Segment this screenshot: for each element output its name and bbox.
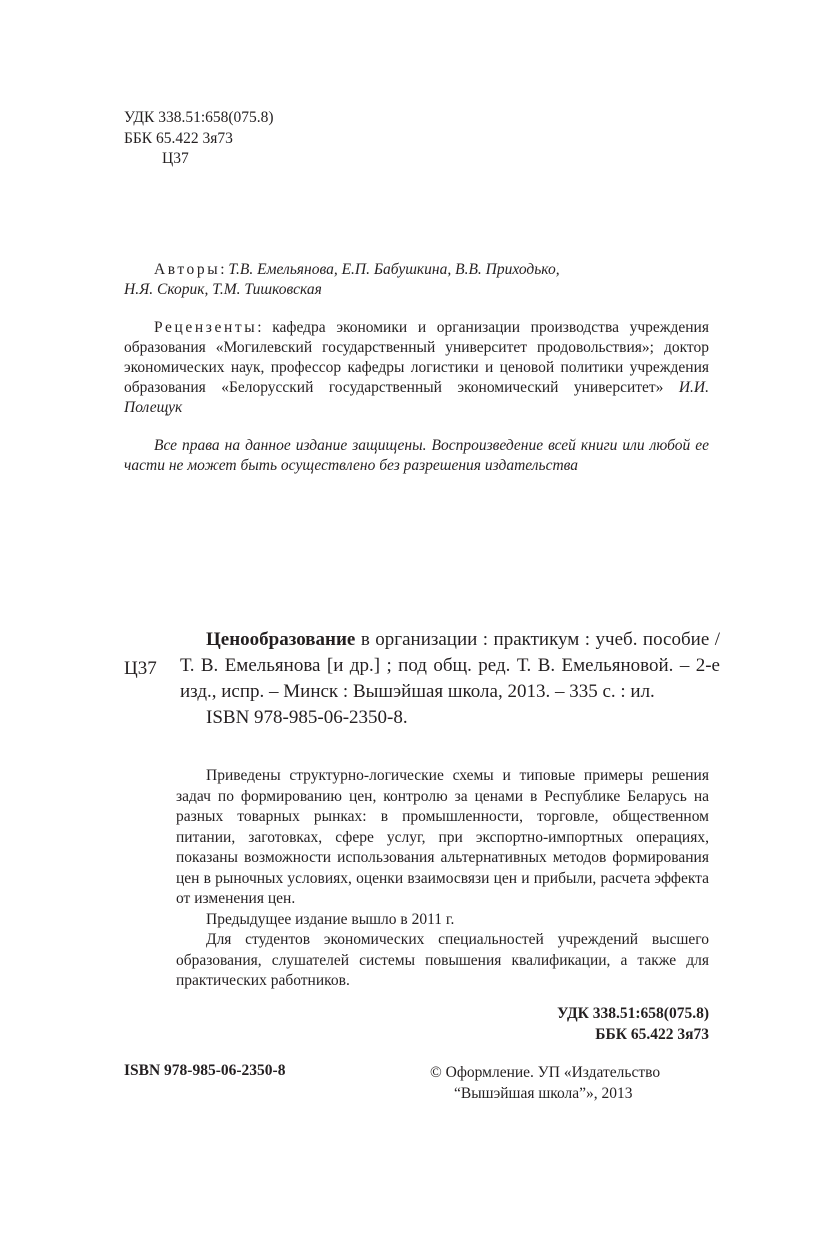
- bottom-udk: УДК 338.51:658(075.8): [557, 1005, 709, 1022]
- bottom-classification: [557, 1004, 709, 1045]
- top-bbk: ББК 65.422 3я73: [124, 129, 233, 147]
- footer-isbn: ISBN 978-985-06-2350-8: [124, 1062, 286, 1079]
- book-description: в организации : практикум : учеб. пособие / Т. В. Емельянова [и др.] ; под общ. ред. Т. В. Емельяновой. – 2-е изд., испр. – Минск : Вышэйшая школа, 2013. – 335 с. : ил.: [180, 629, 721, 702]
- top-author-mark: Ц37: [162, 150, 189, 167]
- copyright-notice: Все права на данное издание защищены. Воспроизведение всей книги или любой ее части не может быть осуществлено без разрешения издательства: [124, 437, 709, 474]
- reviewers-label: Рецензенты: [154, 319, 258, 336]
- annotation-paragraph-3: Для студентов экономических специальностей учреждений высшего образования, слушателей системы повышения квалификации, а также для практических работников.: [176, 931, 709, 989]
- authors-names-line2: Н.Я. Скорик, Т.М. Тишковская: [124, 281, 322, 298]
- publisher-copyright: [430, 1062, 660, 1104]
- book-title: Ценообразование: [206, 629, 356, 650]
- reviewers-block: Рецензенты: кафедра экономики и организации производства учреждения образования «Могилевский государственный университет продовольствия»; доктор экономических наук, профессор кафедры логистики и ценовой политики учреждения образования «Белорусский государственный экономический университет» И.И. Полещук: [124, 319, 709, 416]
- reviewers-text: кафедра экономики и организации производства учреждения образования «Могилевский государственный университет продовольствия»; доктор экономических наук, профессор кафедры логистики и ценовой политики учреждения образования «Белорусский государственный экономический университет»: [124, 319, 709, 396]
- annotation-paragraph-2: Предыдущее издание вышло в 2011 г.: [206, 910, 455, 928]
- copyright-line-2: “Вышэйшая школа”», 2013: [454, 1085, 633, 1102]
- authors-block: Авторы: Т.В. Емельянова, Е.П. Бабушкина, В.В. Приходько, Н.Я. Скорик, Т.М. Тишковская: [124, 261, 560, 298]
- copyright-line-1: © Оформление. УП «Издательство: [430, 1064, 661, 1081]
- annotation: [176, 766, 709, 992]
- bottom-bbk: ББК 65.422 3я73: [595, 1025, 709, 1043]
- book-isbn: ISBN 978-985-06-2350-8.: [206, 707, 408, 728]
- bibliography-author-mark: Ц37: [124, 658, 157, 679]
- top-classification: [124, 108, 274, 170]
- authors-names-line1: Т.В. Емельянова, Е.П. Бабушкина, В.В. Приходько,: [228, 261, 560, 278]
- authors-label: Авторы: [154, 261, 221, 278]
- bibliographic-record: [180, 627, 720, 731]
- reviewer-name: И.И. Полещук: [124, 379, 709, 416]
- annotation-paragraph-1: Приведены структурно-логические схемы и типовые примеры решения задач по формированию цен, контролю за ценами в Республике Беларусь на разных товарных рынках: в промышленности, торговле, общественном питании, заготовках, сфере услуг, при экспортно-импортных операциях, показаны возможности использования альтернативных методов формирования цен в рыночных условиях, оценки взаимосвязи цен и прибыли, расчета эффекта от изменения цен.: [176, 767, 709, 907]
- top-udk: УДК 338.51:658(075.8): [124, 109, 274, 126]
